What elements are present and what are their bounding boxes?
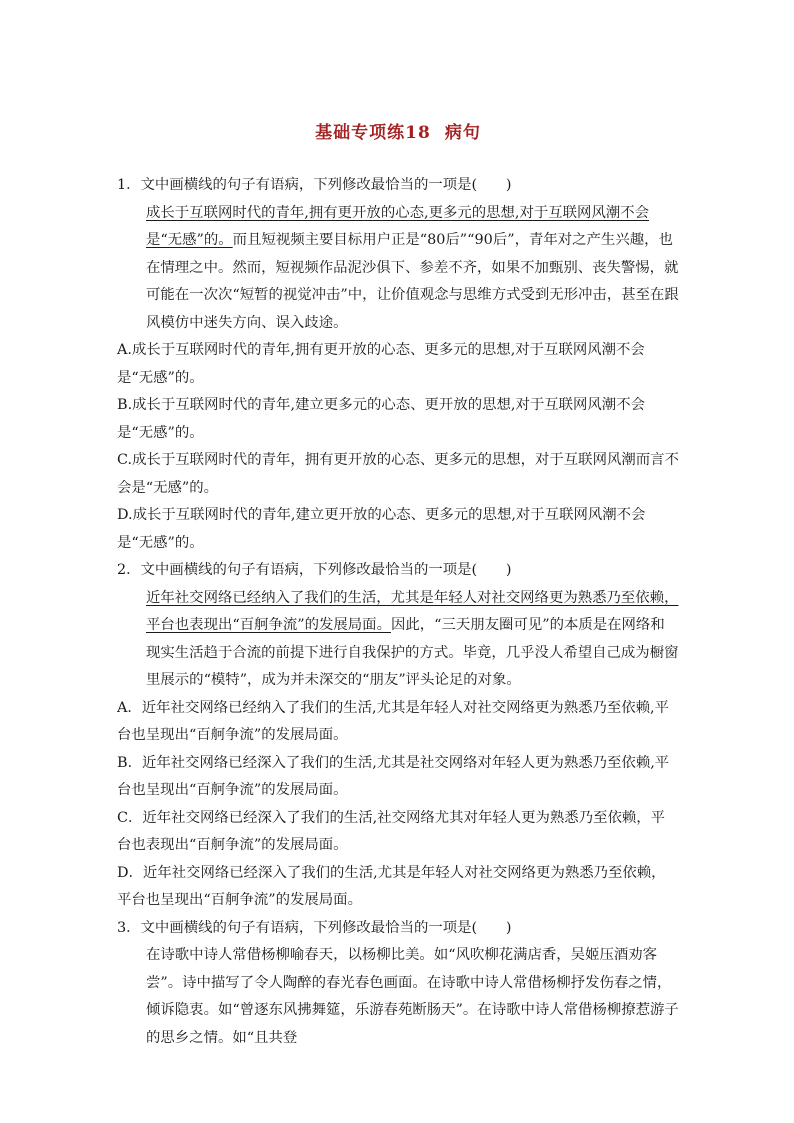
question-passage (117, 942, 679, 1052)
passage-text: 因此，“三天朋友圈可见”的本质是在网络和现实生活趋于合流的前提下进行自我保护的方式。毕竟，几乎没人希望自己成为橱窗里展示的“模特”，成为并未深交的“朋友”评头论足的对象。 (146, 617, 679, 688)
title-main: 基础专项练18 (315, 123, 431, 143)
option-b[interactable]: B．近年社交网络已经深入了我们的生活,尤其是社交网络对年轻人更为熟悉乃至依赖,平台也呈现出“百舸争流”的发展局面。 (117, 754, 670, 798)
passage-text: 在诗歌中诗人常借杨柳喻春天，以杨柳比美。如“风吹柳花满店香，吴姬压酒劝客尝”。诗中描写了令人陶醉的春光春色画面。在诗歌中诗人常借杨柳抒发伤春之情，倾诉隐衷。如“曾逐东风拂舞筵，乐游春苑断肠天”。在诗歌中诗人常借杨柳撩惹游子的思乡之情。如“且共登 (146, 947, 679, 1046)
question-1 (117, 172, 679, 557)
option-c[interactable]: C．近年社交网络已经深入了我们的生活,社交网络尤其对年轻人更为熟悉乃至依赖，平台也表现出“百舸争流”的发展局面。 (117, 809, 666, 853)
question-stem: 2．文中画横线的句子有语病，下列修改最恰当的一项是( ) (117, 562, 512, 578)
underlined-sentence: 近年社交网络已经纳入了我们的生活，尤其是年轻人对社交网络更为熟悉乃至依赖，平台也表现出“百舸争流”的发展局面。 (146, 589, 679, 633)
option-a[interactable]: A．近年社交网络已经纳入了我们的生活,尤其是年轻人对社交网络更为熟悉乃至依赖,平台也呈现出“百舸争流”的发展局面。 (117, 699, 669, 743)
passage-text: 而且短视频主要目标用户正是“80后”“90后”，青年对之产生兴趣，也在情理之中。然而，短视频作品泥沙俱下、参差不齐，如果不加甄别、丧失警惕，就可能在一次次“短暂的视觉冲击”中，让价值观念与思维方式受到无形冲击，甚至在跟风模仿中迷失方向、误入歧途。 (146, 232, 679, 331)
title-topic: 病句 (444, 123, 481, 143)
option-d[interactable]: D.成长于互联网时代的青年,建立更开放的心态、更多元的思想,对于互联网风潮不会是“无感”的。 (117, 507, 646, 551)
option-d[interactable]: D．近年社交网络已经深入了我们的生活,尤其是年轻人对社交网络更为熟悉乃至依赖，平台也呈现出“百舸争流”的发展局面。 (117, 864, 666, 908)
option-a[interactable]: A.成长于互联网时代的青年,拥有更开放的心态、更多元的思想,对于互联网风潮不会是“无感”的。 (117, 342, 645, 386)
question-stem: 3．文中画横线的句子有语病，下列修改最恰当的一项是( ) (117, 919, 512, 936)
question-2 (117, 557, 679, 915)
question-3 (117, 915, 679, 1053)
question-stem: 1．文中画横线的句子有语病，下列修改最恰当的一项是( ) (117, 177, 512, 193)
page-title (117, 120, 679, 146)
question-passage (117, 200, 679, 338)
option-b[interactable]: B.成长于互联网时代的青年,建立更多元的心态、更开放的思想,对于互联网风潮不会是“无感”的。 (117, 397, 645, 441)
question-passage (117, 585, 679, 695)
document-page (117, 120, 679, 1052)
underlined-sentence: 成长于互联网时代的青年,拥有更开放的心态,更多元的思想,对于互联网风潮不会是“无感”的。 (146, 204, 650, 248)
option-c[interactable]: C.成长于互联网时代的青年，拥有更开放的心态、更多元的思想，对于互联网风潮而言不会是“无感”的。 (117, 452, 679, 496)
